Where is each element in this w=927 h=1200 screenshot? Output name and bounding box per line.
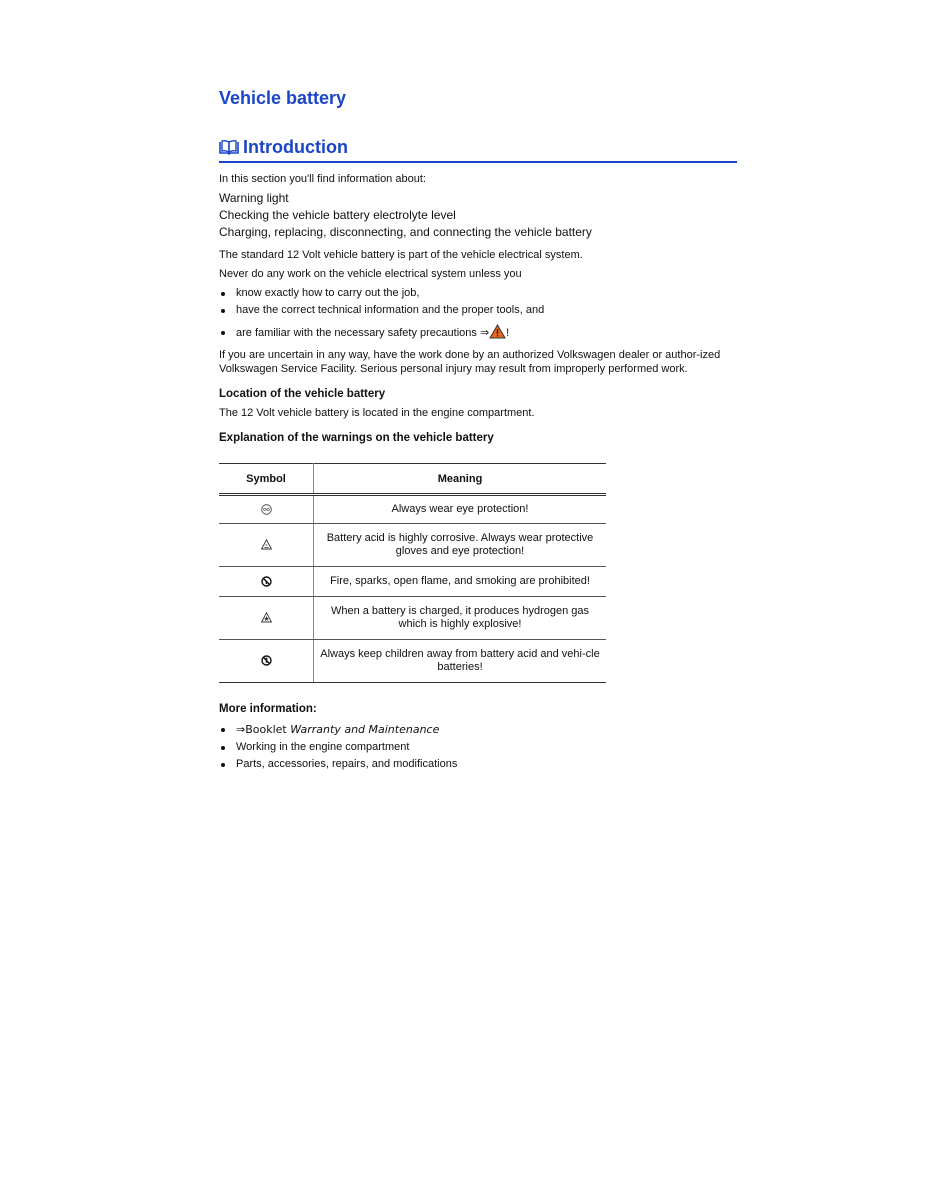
page-title: Vehicle battery: [219, 88, 347, 108]
warnings-table: [219, 463, 606, 683]
table-row: [219, 567, 606, 597]
location-heading: Location of the vehicle battery: [219, 388, 386, 400]
no-fire-icon: [261, 576, 272, 587]
section-heading: Introduction: [243, 137, 348, 157]
explosive-warning-icon: [261, 612, 272, 623]
exclamation-text: !: [506, 327, 510, 339]
list-item: [219, 324, 737, 342]
table-row: [219, 597, 606, 640]
table-row: [219, 640, 606, 683]
list-item[interactable]: [219, 756, 737, 773]
section-header: [219, 134, 737, 163]
topic-item: Charging, replacing, disconnecting, and connecting the vehicle battery: [219, 225, 592, 239]
warning-triangle-icon: [489, 324, 506, 339]
table-header-row: [219, 464, 606, 495]
table-row: [219, 524, 606, 567]
column-header-symbol: Symbol: [219, 464, 314, 495]
list-item-link[interactable]: Working in the engine compartment: [236, 741, 410, 753]
standard-text: The standard 12 Volt vehicle battery is part of the vehicle electrical system.: [219, 249, 583, 261]
intro-text: In this section you'll find information about:: [219, 173, 426, 185]
page-content: [219, 86, 737, 773]
list-item-link[interactable]: Parts, accessories, repairs, and modifications: [236, 758, 458, 770]
topic-item: Checking the vehicle battery electrolyte level: [219, 208, 456, 222]
location-text: The 12 Volt vehicle battery is located in the engine compartment.: [219, 407, 535, 419]
corrosive-warning-icon: [261, 539, 272, 550]
topic-list: [219, 190, 737, 241]
list-item-text: know exactly how to carry out the job,: [236, 287, 420, 299]
list-item-text: are familiar with the necessary safety precautions ⇒: [236, 327, 490, 339]
booklet-link[interactable]: [236, 723, 439, 736]
list-item-text: have the correct technical information and the proper tools, and: [236, 304, 545, 316]
table-cell-meaning: Fire, sparks, open flame, and smoking are prohibited!: [314, 567, 607, 597]
table-cell-meaning: Always wear eye protection!: [314, 495, 607, 524]
topic-item: Warning light: [219, 191, 289, 205]
column-header-meaning: Meaning: [314, 464, 607, 495]
more-info-list: [219, 721, 737, 773]
more-info-heading: More information:: [219, 703, 317, 715]
table-cell-meaning: Battery acid is highly corrosive. Always wear protective gloves and eye protection!: [314, 524, 607, 567]
list-item[interactable]: [219, 721, 737, 739]
keep-children-away-icon: [261, 655, 272, 666]
table-cell-meaning: When a battery is charged, it produces hydrogen gas which is highly explosive!: [314, 597, 607, 640]
book-icon: [219, 139, 239, 155]
eye-protection-icon: [261, 504, 272, 515]
table-cell-meaning: Always keep children away from battery acid and vehi-cle batteries!: [314, 640, 607, 683]
precaution-list: [219, 285, 737, 342]
booklet-prefix: ⇒Booklet: [236, 723, 291, 736]
booklet-title: Warranty and Maintenance: [290, 723, 440, 736]
list-item: [219, 285, 737, 302]
warnings-heading: Explanation of the warnings on the vehicle battery: [219, 432, 494, 444]
table-row: [219, 495, 606, 524]
list-item[interactable]: [219, 739, 737, 756]
never-text: Never do any work on the vehicle electrical system unless you: [219, 268, 522, 280]
uncertain-text: If you are uncertain in any way, have the work done by an authorized Volkswagen dealer or author-ized Volkswagen Service Facility. Serious personal injury may result from improperly performed work.: [219, 349, 721, 375]
list-item: [219, 302, 737, 319]
